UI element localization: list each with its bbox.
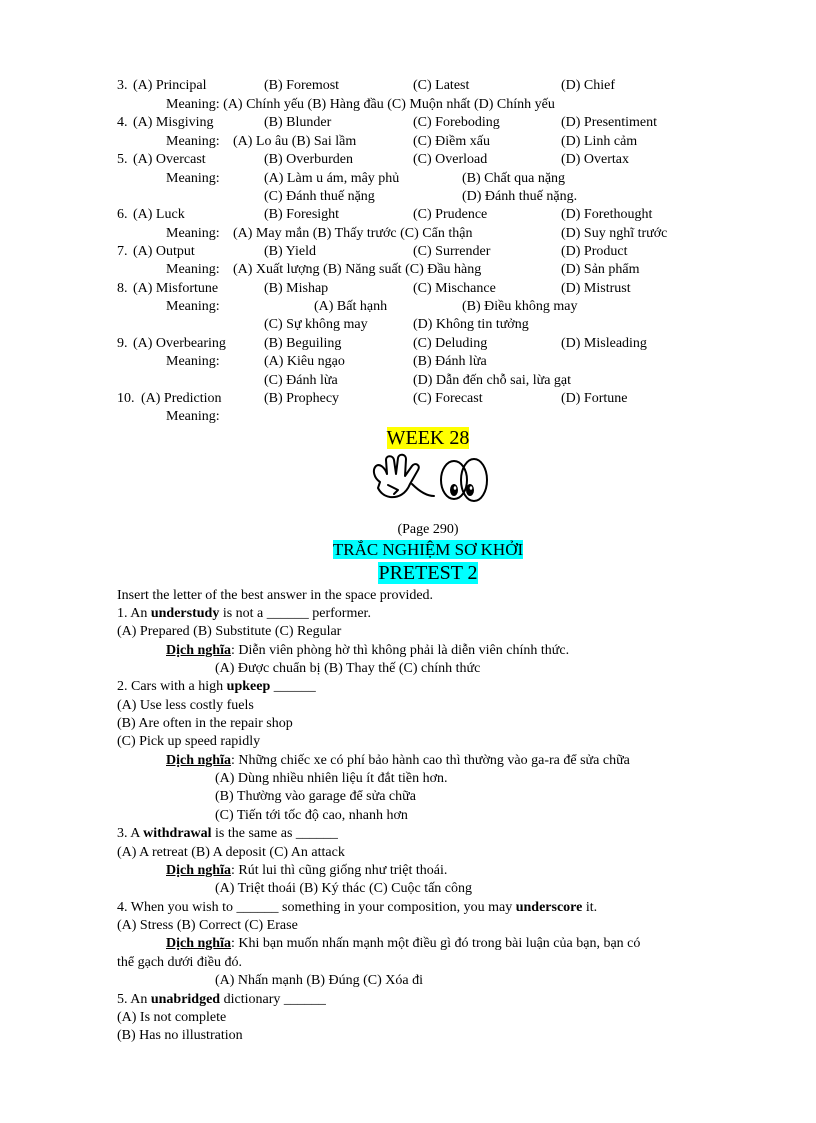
item-number: 6. xyxy=(117,207,128,222)
option-a: (A) Overbearing xyxy=(133,336,226,351)
option-d: (D) Product xyxy=(561,244,628,259)
option-c: (C) Deluding xyxy=(413,336,488,351)
meaning-label: Meaning: xyxy=(166,262,220,277)
meaning-d: (D) Dẫn đến chỗ sai, lừa gạt xyxy=(413,373,572,388)
translation-line xyxy=(166,642,569,660)
option-b: (B) Beguiling xyxy=(264,336,342,351)
question-text: 4. When you wish to ______ something in your composition, you may xyxy=(117,900,516,915)
option-a: (A) Prediction xyxy=(141,391,222,406)
translation-label: Dịch nghĩa xyxy=(166,863,231,878)
item-number: 4. xyxy=(117,115,128,130)
meaning-text: (A) May mắn (B) Thấy trước (C) Cẩn thận xyxy=(233,226,473,241)
page-reference: (Page 290) xyxy=(397,522,459,537)
option-a: (A) Output xyxy=(133,244,195,259)
meaning-line xyxy=(166,372,726,390)
item-number: 5. xyxy=(117,152,128,167)
translation-text: : Những chiếc xe có phí bảo hành cao thì thường vào ga-ra để sửa chữa xyxy=(230,753,630,768)
option-d: (D) Fortune xyxy=(561,391,628,406)
week-heading xyxy=(0,426,816,450)
question-text: ______ xyxy=(270,679,316,694)
option-c: (C) Foreboding xyxy=(413,115,500,130)
question-text: 2. Cars with a high xyxy=(117,679,227,694)
answer-options: (A) A retreat (B) A deposit (C) An attack xyxy=(117,845,345,860)
question-1 xyxy=(117,605,371,623)
option-b: (B) Overburden xyxy=(264,152,354,167)
option-a: (A) Principal xyxy=(133,78,207,93)
answer-option-b: (B) Are often in the repair shop xyxy=(117,716,293,731)
item-number: 8. xyxy=(117,281,128,296)
vocab-word: understudy xyxy=(150,606,220,621)
question-text: is not a ______ performer. xyxy=(219,606,371,621)
week-title: WEEK 28 xyxy=(386,427,470,449)
item-number: 9. xyxy=(117,336,128,351)
meaning-b: (B) Chất qua nặng xyxy=(462,171,566,186)
meaning-text: (A) Lo âu (B) Sai lầm xyxy=(233,134,357,149)
pretest-heading xyxy=(0,561,816,585)
option-d: (D) Mistrust xyxy=(561,281,631,296)
meaning-line xyxy=(166,188,726,206)
question-3 xyxy=(117,825,338,843)
option-c: (C) Forecast xyxy=(413,391,483,406)
option-a: (A) Overcast xyxy=(133,152,206,167)
meaning-d: (D) Không tin tưởng xyxy=(413,317,529,332)
answer-option-a: (A) Use less costly fuels xyxy=(117,698,254,713)
translation-line xyxy=(166,862,447,880)
answer-option-b: (B) Has no illustration xyxy=(117,1028,243,1043)
meaning-c: (C) Đánh thuế nặng xyxy=(264,189,375,204)
meaning-label: Meaning: xyxy=(166,354,220,369)
question-text: dictionary ______ xyxy=(220,992,326,1007)
translation-option-c: (C) Tiến tới tốc độ cao, nhanh hơn xyxy=(215,808,408,823)
meaning-label: Meaning: xyxy=(166,171,220,186)
meaning-c: (C) Đánh lừa xyxy=(264,373,338,388)
meaning-label: Meaning: xyxy=(166,409,220,424)
meaning-line xyxy=(166,261,726,279)
section-heading xyxy=(0,540,816,560)
meaning-text: (A) Chính yếu (B) Hàng đầu (C) Muộn nhất (D) Chính yếu xyxy=(223,97,555,112)
meaning-d: (D) Suy nghĩ trước xyxy=(561,226,668,241)
item-number: 3. xyxy=(117,78,128,93)
option-d: (D) Chief xyxy=(561,78,616,93)
option-b: (B) Prophecy xyxy=(264,391,340,406)
option-a: (A) Luck xyxy=(133,207,185,222)
option-d: (D) Forethought xyxy=(561,207,653,222)
question-5 xyxy=(117,991,326,1009)
option-b: (B) Foresight xyxy=(264,207,340,222)
option-c: (C) Overload xyxy=(413,152,488,167)
translation-text: : Khi bạn muốn nhấn mạnh một điều gì đó trong bài luận của bạn, bạn có xyxy=(230,936,641,951)
option-b: (B) Yield xyxy=(264,244,316,259)
option-c: (C) Surrender xyxy=(413,244,491,259)
translation-text: : Rút lui thì cũng giống như triệt thoái. xyxy=(230,863,448,878)
option-b: (B) Mishap xyxy=(264,281,329,296)
meaning-d: (D) Đánh thuế nặng. xyxy=(462,189,578,204)
meaning-line xyxy=(166,225,726,243)
option-a: (A) Misfortune xyxy=(133,281,219,296)
item-number: 7. xyxy=(117,244,128,259)
vocab-word: underscore xyxy=(515,900,583,915)
meaning-line xyxy=(166,133,726,151)
vocab-word: upkeep xyxy=(226,679,271,694)
option-d: (D) Presentiment xyxy=(561,115,658,130)
option-b: (B) Foremost xyxy=(264,78,340,93)
meaning-line xyxy=(166,316,726,334)
meaning-label: Meaning: xyxy=(166,97,220,112)
meaning-label: Meaning: xyxy=(166,134,220,149)
meaning-d: (D) Linh cảm xyxy=(561,134,638,149)
answer-option-a: (A) Is not complete xyxy=(117,1010,227,1025)
translation-label: Dịch nghĩa xyxy=(166,643,231,658)
option-c: (C) Mischance xyxy=(413,281,496,296)
meaning-a: (A) Bất hạnh xyxy=(314,299,388,314)
translation-line xyxy=(166,935,640,953)
pretest-title: PRETEST 2 xyxy=(378,562,478,584)
option-d: (D) Misleading xyxy=(561,336,647,351)
question-text: is the same as ______ xyxy=(211,826,338,841)
meaning-label: Meaning: xyxy=(166,226,220,241)
meaning-b: (B) Điều không may xyxy=(462,299,578,314)
meaning-d: (D) Sản phẩm xyxy=(561,262,640,277)
translation-label: Dịch nghĩa xyxy=(166,753,231,768)
option-c: (C) Latest xyxy=(413,78,470,93)
answer-option-c: (C) Pick up speed rapidly xyxy=(117,734,261,749)
instruction: Insert the letter of the best answer in the space provided. xyxy=(117,588,434,603)
translation-label: Dịch nghĩa xyxy=(166,936,231,951)
question-2 xyxy=(117,678,316,696)
translation-options: (A) Nhấn mạnh (B) Đúng (C) Xóa đi xyxy=(215,973,424,988)
section-title: TRẮC NGHIỆM SƠ KHỞI xyxy=(332,540,524,559)
option-d: (D) Overtax xyxy=(561,152,630,167)
option-b: (B) Blunder xyxy=(264,115,332,130)
translation-continued: thể gạch dưới điều đó. xyxy=(117,955,243,970)
hand-eyes-illustration xyxy=(368,452,494,514)
meaning-a: (A) Kiêu ngạo xyxy=(264,354,345,369)
question-4 xyxy=(117,899,597,917)
option-c: (C) Prudence xyxy=(413,207,488,222)
question-text: 3. A xyxy=(117,826,144,841)
answer-options: (A) Prepared (B) Substitute (C) Regular xyxy=(117,624,342,639)
question-text: 1. An xyxy=(117,606,151,621)
answer-options: (A) Stress (B) Correct (C) Erase xyxy=(117,918,298,933)
vocab-word: withdrawal xyxy=(143,826,212,841)
meaning-line xyxy=(166,408,220,426)
meaning-line xyxy=(166,170,726,188)
question-text: it. xyxy=(582,900,598,915)
meaning-a: (A) Làm u ám, mây phủ xyxy=(264,171,400,186)
meaning-c: (C) Điềm xấu xyxy=(413,134,490,149)
option-a: (A) Misgiving xyxy=(133,115,214,130)
meaning-line xyxy=(166,298,726,316)
question-text: 5. An xyxy=(117,992,151,1007)
meaning-line xyxy=(166,353,726,371)
meaning-label: Meaning: xyxy=(166,299,220,314)
translation-option-b: (B) Thường vào garage để sửa chữa xyxy=(215,789,416,804)
translation-options: (A) Được chuẩn bị (B) Thay thế (C) chính thức xyxy=(215,661,481,676)
meaning-c: (C) Sự không may xyxy=(264,317,368,332)
vocab-word: unabridged xyxy=(150,992,221,1007)
meaning-b: (B) Đánh lừa xyxy=(413,354,487,369)
translation-options: (A) Triệt thoái (B) Ký thác (C) Cuộc tấn công xyxy=(215,881,473,896)
meaning-text: (A) Xuất lượng (B) Năng suất (C) Đầu hàng xyxy=(233,262,482,277)
item-number: 10. xyxy=(117,391,135,406)
translation-line xyxy=(166,752,630,770)
translation-text: : Diễn viên phòng hờ thì không phải là diễn viên chính thức. xyxy=(230,643,570,658)
meaning-line xyxy=(166,96,555,114)
translation-option-a: (A) Dùng nhiều nhiên liệu ít đắt tiền hơn. xyxy=(215,771,448,786)
